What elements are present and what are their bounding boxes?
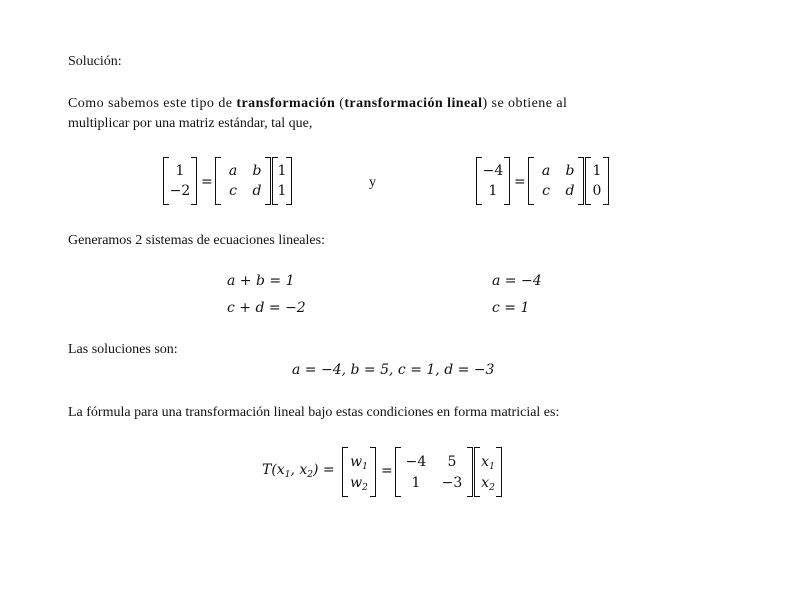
- intro-line-2: multiplicar por una matriz estándar, tal que,: [68, 116, 313, 131]
- eq2-entry-a: a: [541, 163, 551, 179]
- system1-eq1: a + b = 1: [227, 273, 295, 289]
- formula-close: ) =: [312, 462, 335, 478]
- eq2-entry-c: c: [542, 183, 550, 199]
- solutions-text: Las soluciones son:: [68, 342, 178, 357]
- eq1-equals-sign: =: [201, 174, 213, 190]
- formula-function: [262, 462, 335, 483]
- formula-sub-2: 2: [307, 470, 313, 480]
- formula-x-vector: [474, 447, 502, 497]
- formula-x1: $x_1$: [481, 454, 495, 472]
- eq2-entry-d: d: [565, 183, 575, 199]
- formula-func-name: T(x: [262, 462, 285, 478]
- eq1-entry-d: d: [252, 183, 262, 199]
- eq2-vector-entry-1: 1: [592, 163, 602, 179]
- intro-text-3: ) se obtiene al: [482, 96, 568, 111]
- eq1-entry-b: b: [252, 163, 262, 179]
- solution-values: a = −4, b = 5, c = 1, d = −3: [292, 362, 495, 378]
- eq1-lhs-vector: [163, 157, 197, 205]
- formula-w1: $w_1$: [350, 454, 368, 472]
- formula-x2: $x_2$: [481, 475, 495, 493]
- eq2-abcd-matrix: [528, 157, 584, 205]
- intro-text-2: (: [335, 96, 345, 111]
- formula-transformation-matrix: [395, 447, 473, 497]
- formula-equals-sign: =: [381, 463, 393, 479]
- solution-heading: Solución:: [68, 54, 122, 69]
- intro-line-1: [68, 96, 567, 112]
- eq1-lhs-entry-1: 1: [175, 163, 185, 179]
- eq1-abcd-matrix: [215, 157, 271, 205]
- formula-matrix-12: 5: [447, 454, 457, 470]
- eq2-entry-b: b: [565, 163, 575, 179]
- intro-bold-2: transformación lineal: [344, 96, 483, 111]
- eq1-vector-entry-2: 1: [277, 183, 287, 199]
- eq1-lhs-entry-2: −2: [169, 183, 191, 199]
- eq2-vector: [585, 157, 609, 205]
- system1-eq2: c + d = −2: [227, 300, 306, 316]
- formula-matrix-11: −4: [405, 454, 427, 470]
- formula-sub-1: 1: [284, 470, 291, 480]
- eq2-lhs-entry-2: 1: [488, 183, 498, 199]
- formula-w2: $w_2$: [350, 475, 368, 493]
- intro-bold-1: transformación: [236, 96, 336, 111]
- eq2-vector-entry-2: 0: [592, 183, 602, 199]
- eq1-vector: [272, 157, 292, 205]
- formula-matrix-21: 1: [411, 475, 421, 491]
- eq2-lhs-entry-1: −4: [482, 163, 504, 179]
- eq1-vector-entry-1: 1: [277, 163, 287, 179]
- connector-y: y: [369, 175, 376, 190]
- formula-comma: , x: [290, 462, 308, 478]
- systems-text: Generamos 2 sistemas de ecuaciones lineales:: [68, 233, 325, 248]
- eq1-entry-c: c: [229, 183, 237, 199]
- intro-text-1: Como sabemos este tipo de: [68, 96, 237, 111]
- formula-w-vector: [342, 447, 376, 497]
- system2-eq1: a = −4: [492, 273, 542, 289]
- formula-matrix-22: −3: [441, 475, 463, 491]
- eq2-lhs-vector: [476, 157, 510, 205]
- formula-text: La fórmula para una transformación lineal bajo estas condiciones en forma matricial es:: [68, 405, 560, 420]
- eq2-equals-sign: =: [514, 174, 526, 190]
- system2-eq2: c = 1: [492, 300, 530, 316]
- eq1-entry-a: a: [228, 163, 238, 179]
